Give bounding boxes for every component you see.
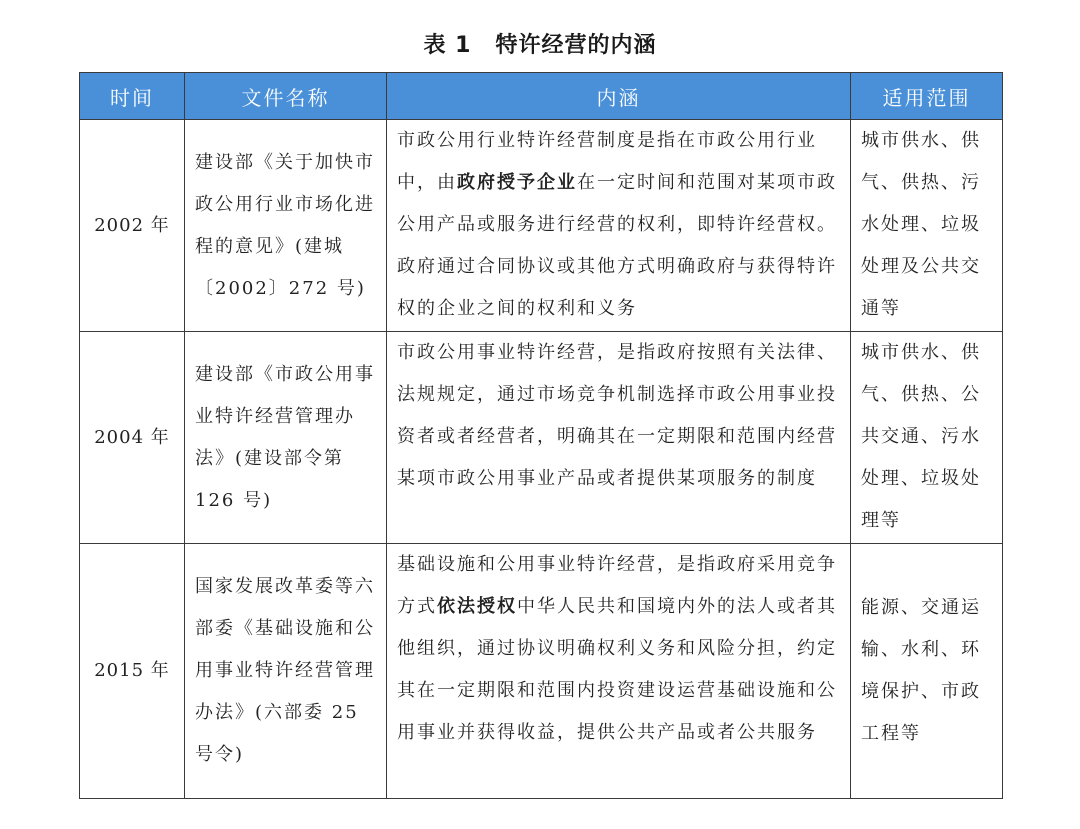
content-text: 市政公用行业特许经营制度是指在市政公用行业中，由 (397, 130, 817, 193)
content-text: 在一定时间和范围对某项市政公用产品或服务进行经营的权利，即特许经营权。政府通过合同协议或其他方式明确政府与获得特许权的企业之间的权利和义务 (397, 172, 837, 319)
row-content (387, 544, 851, 799)
table-title: 特许经营的内涵 (495, 33, 657, 58)
row-year: 2004 年 (80, 332, 185, 544)
row-content: 市政公用事业特许经营，是指政府按照有关法律、法规规定，通过市场竞争机制选择市政公用事业投资者或者经营者，明确其在一定期限和范围内经营某项市政公用事业产品或者提供某项服务的制度 (387, 332, 851, 544)
franchise-table (79, 72, 1003, 799)
row-document: 国家发展改革委等六部委《基础设施和公用事业特许经营管理办法》(六部委 25 号令) (185, 544, 387, 799)
content-text: 中华人民共和国境内外的法人或者其他组织，通过协议明确权利义务和风险分担，约定其在一定期限和范围内投资建设运营基础设施和公用事业并获得收益，提供公共产品或者公共服务 (397, 596, 837, 743)
table-row (80, 120, 1003, 332)
row-content (387, 120, 851, 332)
header-document: 文件名称 (185, 73, 387, 120)
header-content: 内涵 (387, 73, 851, 120)
row-scope: 城市供水、供气、供热、公共交通、污水处理、垃圾处理等 (851, 332, 1003, 544)
content-emphasis: 依法授权 (437, 596, 517, 617)
table-row (80, 544, 1003, 799)
row-scope: 城市供水、供气、供热、污水处理、垃圾处理及公共交通等 (851, 120, 1003, 332)
table-caption (0, 28, 1080, 59)
header-time: 时间 (80, 73, 185, 120)
content-emphasis: 政府授予企业 (457, 172, 577, 193)
content-text: 基础设施和公用事业特许经营，是指政府采用竞争方式 (397, 554, 837, 617)
row-scope: 能源、交通运输、水利、环境保护、市政工程等 (851, 544, 1003, 799)
header-row (80, 73, 1003, 120)
header-scope: 适用范围 (851, 73, 1003, 120)
table-row (80, 332, 1003, 544)
row-year: 2002 年 (80, 120, 185, 332)
row-document: 建设部《关于加快市政公用行业市场化进程的意见》(建城〔2002〕272 号) (185, 120, 387, 332)
table-number: 表 1 (423, 33, 472, 58)
row-year: 2015 年 (80, 544, 185, 799)
row-document: 建设部《市政公用事业特许经营管理办法》(建设部令第 126 号) (185, 332, 387, 544)
